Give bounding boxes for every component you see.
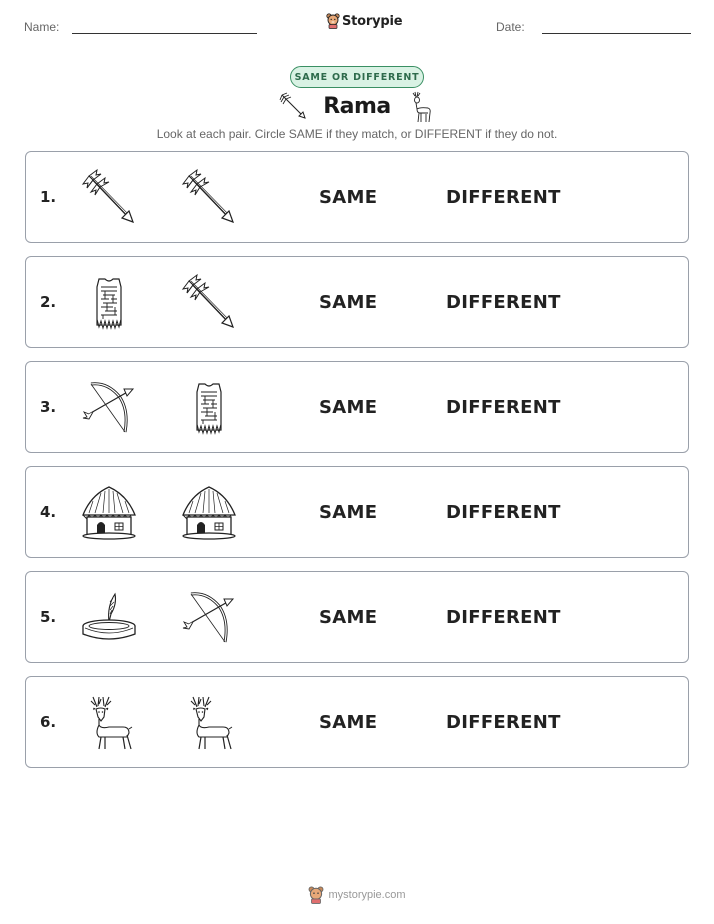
pair-row xyxy=(25,256,689,348)
same-option[interactable]: SAME xyxy=(319,187,378,208)
pair-number: 3. xyxy=(40,398,57,416)
pair-number: 2. xyxy=(40,293,57,311)
bark-garment-icon xyxy=(179,378,239,438)
brand-logo xyxy=(326,13,402,29)
same-option[interactable]: SAME xyxy=(319,502,378,523)
bow-icon xyxy=(79,378,139,438)
date-line[interactable] xyxy=(542,33,691,34)
different-option[interactable]: DIFFERENT xyxy=(446,187,561,208)
pair-number: 1. xyxy=(40,188,57,206)
bow-icon xyxy=(179,588,239,648)
pair-row xyxy=(25,571,689,663)
pair-list xyxy=(25,151,689,781)
deer-decoration-icon xyxy=(406,90,434,124)
deer-icon xyxy=(79,693,139,753)
arrow-decoration-icon xyxy=(278,92,310,122)
bear-mascot-icon xyxy=(308,886,324,904)
different-option[interactable]: DIFFERENT xyxy=(446,397,561,418)
pair-number: 5. xyxy=(40,608,57,626)
same-option[interactable]: SAME xyxy=(319,607,378,628)
deer-icon xyxy=(179,693,239,753)
page-title: Rama xyxy=(323,94,391,119)
pair-number: 6. xyxy=(40,713,57,731)
pair-row xyxy=(25,361,689,453)
arrow-icon xyxy=(79,168,139,228)
pair-row xyxy=(25,676,689,768)
crown-icon xyxy=(79,588,139,648)
bear-mascot-icon xyxy=(326,13,340,29)
bark-garment-icon xyxy=(79,273,139,333)
different-option[interactable]: DIFFERENT xyxy=(446,712,561,733)
pair-number: 4. xyxy=(40,503,57,521)
arrow-icon xyxy=(179,273,239,333)
pair-row xyxy=(25,466,689,558)
same-option[interactable]: SAME xyxy=(319,397,378,418)
worksheet-type-badge: SAME OR DIFFERENT xyxy=(290,66,424,88)
different-option[interactable]: DIFFERENT xyxy=(446,502,561,523)
pair-row xyxy=(25,151,689,243)
different-option[interactable]: DIFFERENT xyxy=(446,292,561,313)
name-label: Name: xyxy=(24,20,60,34)
same-option[interactable]: SAME xyxy=(319,292,378,313)
instructions: Look at each pair. Circle SAME if they match, or DIFFERENT if they do not. xyxy=(156,127,558,141)
footer-url[interactable]: mystorypie.com xyxy=(328,889,406,901)
brand-name: Storypie xyxy=(342,13,403,29)
different-option[interactable]: DIFFERENT xyxy=(446,607,561,628)
hut-icon xyxy=(79,483,139,543)
hut-icon xyxy=(179,483,239,543)
date-label: Date: xyxy=(496,20,525,34)
footer xyxy=(0,886,714,904)
arrow-icon xyxy=(179,168,239,228)
same-option[interactable]: SAME xyxy=(319,712,378,733)
name-line[interactable] xyxy=(72,33,257,34)
